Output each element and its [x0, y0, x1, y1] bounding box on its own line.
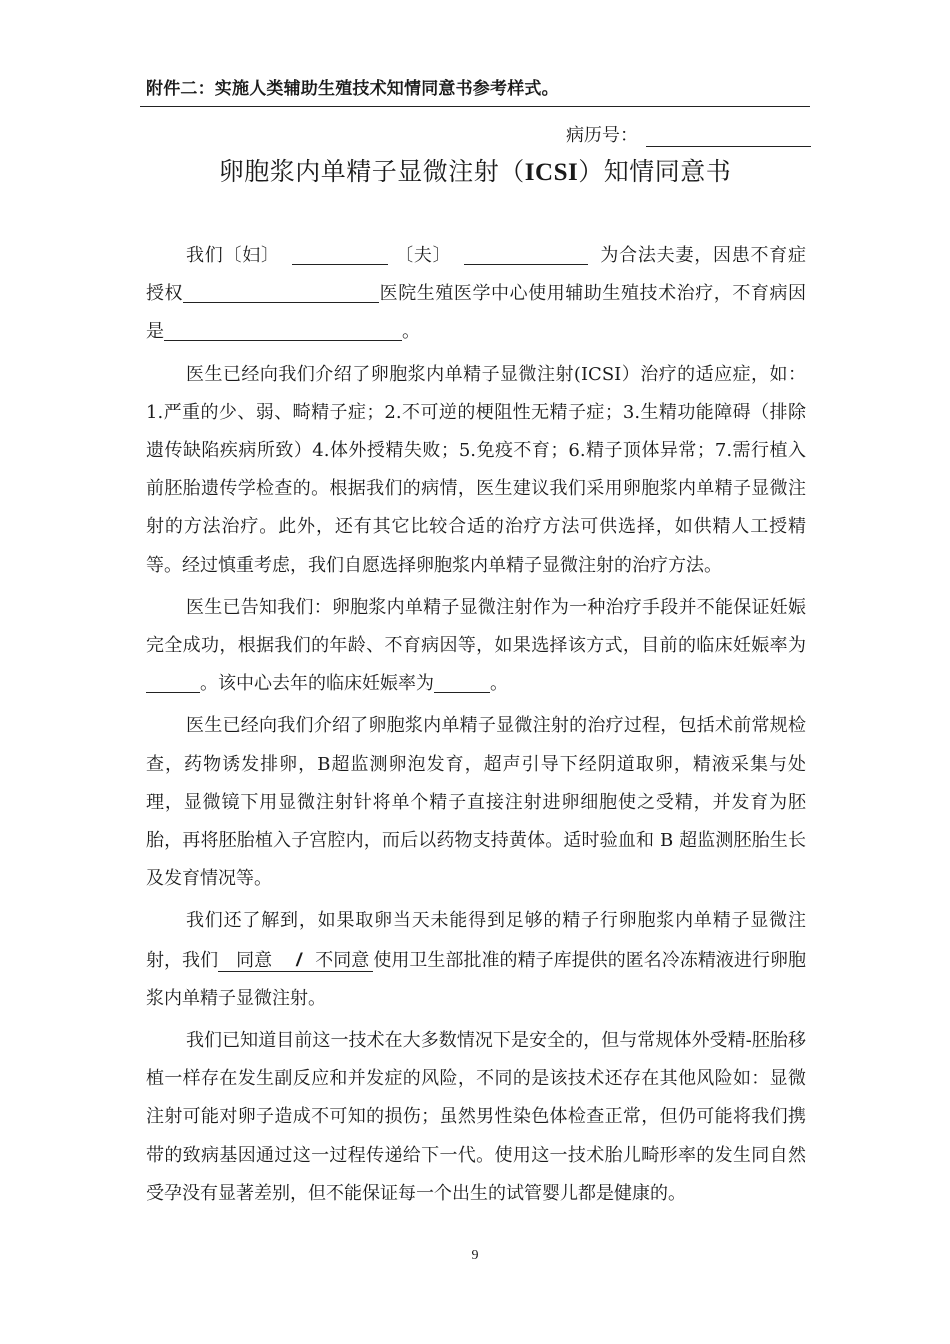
medical-record-number — [566, 121, 811, 147]
attachment-header: 附件二：实施人类辅助生殖技术知情同意书参考样式。 — [146, 79, 559, 99]
record-label: 病历号： — [566, 125, 638, 146]
period: 。 — [402, 321, 420, 343]
wife-name-blank[interactable] — [292, 242, 388, 265]
consent-body — [146, 237, 806, 1213]
title-post: ）知情同意书 — [578, 157, 732, 186]
document-title — [0, 152, 950, 188]
paragraph-sperm-bank — [146, 902, 806, 1018]
paragraph-risks: 我们已知道目前这一技术在大多数情况下是安全的，但与常规体外受精-胚胎移植一样存在发生副反应和并发症的风险，不同的是该技术还存在其他风险如：显微注射可能对卵子造成不可知的损伤；虽然男性染色体检查正常，但仍可能将我们携带的致病基因通过这一过程传递给下一代。使用这一技术胎儿畸形率的发生同自然受孕没有显著差别，但不能保证每一个出生的试管婴儿都是健康的。 — [146, 1030, 806, 1204]
authorization-text: 为合法夫妻，因患不育症授权 — [146, 245, 807, 305]
last-year-text: 。该中心去年的临床妊娠率为 — [200, 673, 434, 695]
current-rate-blank[interactable] — [146, 670, 200, 693]
infertility-cause-blank[interactable] — [164, 318, 402, 341]
period: 。 — [490, 673, 508, 695]
paragraph-indications: 医生已经向我们介绍了卵胞浆内单精子显微注射(ICSI）治疗的适应症，如：1.严重的少、弱、畸精子症；2.不可逆的梗阻性无精子症；3.生精功能障碍（排除遗传缺陷疾病所致）4.体外授精失败；5.免疫不育；6.精子顶体异常；7.需行植入前胚胎遗传学检查的。根据我们的病情，医生建议我们采用卵胞浆内单精子显微注射的方法治疗。此外，还有其它比较合适的治疗方法可供选择，如供精人工授精等。经过慎重考虑，我们自愿选择卵胞浆内单精子显微注射的治疗方法。 — [146, 363, 806, 576]
husband-label: 〔夫〕 — [394, 245, 452, 266]
paragraph-pregnancy-rate — [146, 589, 806, 704]
choice-separator: / — [296, 949, 302, 970]
disagree-option[interactable]: 不同意 — [315, 949, 370, 971]
agree-option[interactable]: 同意 — [236, 949, 273, 971]
consent-choice — [218, 950, 373, 972]
hospital-text: 医院生殖医学中心使用辅助生殖技术治疗，不育病因是 — [146, 283, 807, 343]
sperm-bank-text-end: 使用卫生部批准的精子库提供的匿名冷冻精液进行卵胞浆内单精子显微注射。 — [146, 949, 807, 1009]
last-year-rate-blank[interactable] — [434, 670, 490, 693]
sperm-bank-text: 我们还了解到，如果取卵当天未能得到足够的精子行卵胞浆内单精子显微注射，我们 — [146, 910, 806, 971]
page-number: 9 — [471, 1248, 479, 1263]
header-rule — [140, 106, 810, 107]
title-acronym: ICSI — [524, 159, 579, 186]
husband-name-blank[interactable] — [464, 242, 588, 265]
title-pre: 卵胞浆内单精子显微注射（ — [218, 157, 525, 186]
paragraph-procedure: 医生已经向我们介绍了卵胞浆内单精子显微注射的治疗过程，包括术前常规检查，药物诱发排卵，B超监测卵泡发育，超声引导下经阴道取卵，精液采集与处理，显微镜下用显微注射针将单个精子直接注射进卵细胞使之受精，并发育为胚胎，再将胚胎植入子宫腔内，而后以药物支持黄体。适时验血和 B 超监测胚胎生长及发育情况等。 — [146, 715, 806, 890]
paragraph-parties — [146, 237, 806, 352]
hospital-name-blank[interactable] — [183, 280, 379, 303]
rate-text: 医生已告知我们：卵胞浆内单精子显微注射作为一种治疗手段并不能保证妊娠完全成功，根据我们的年龄、不育病因等，如果选择该方式，目前的临床妊娠率为 — [146, 596, 806, 657]
record-number-blank[interactable] — [646, 128, 811, 147]
wife-label: 我们〔妇〕 — [186, 245, 280, 266]
